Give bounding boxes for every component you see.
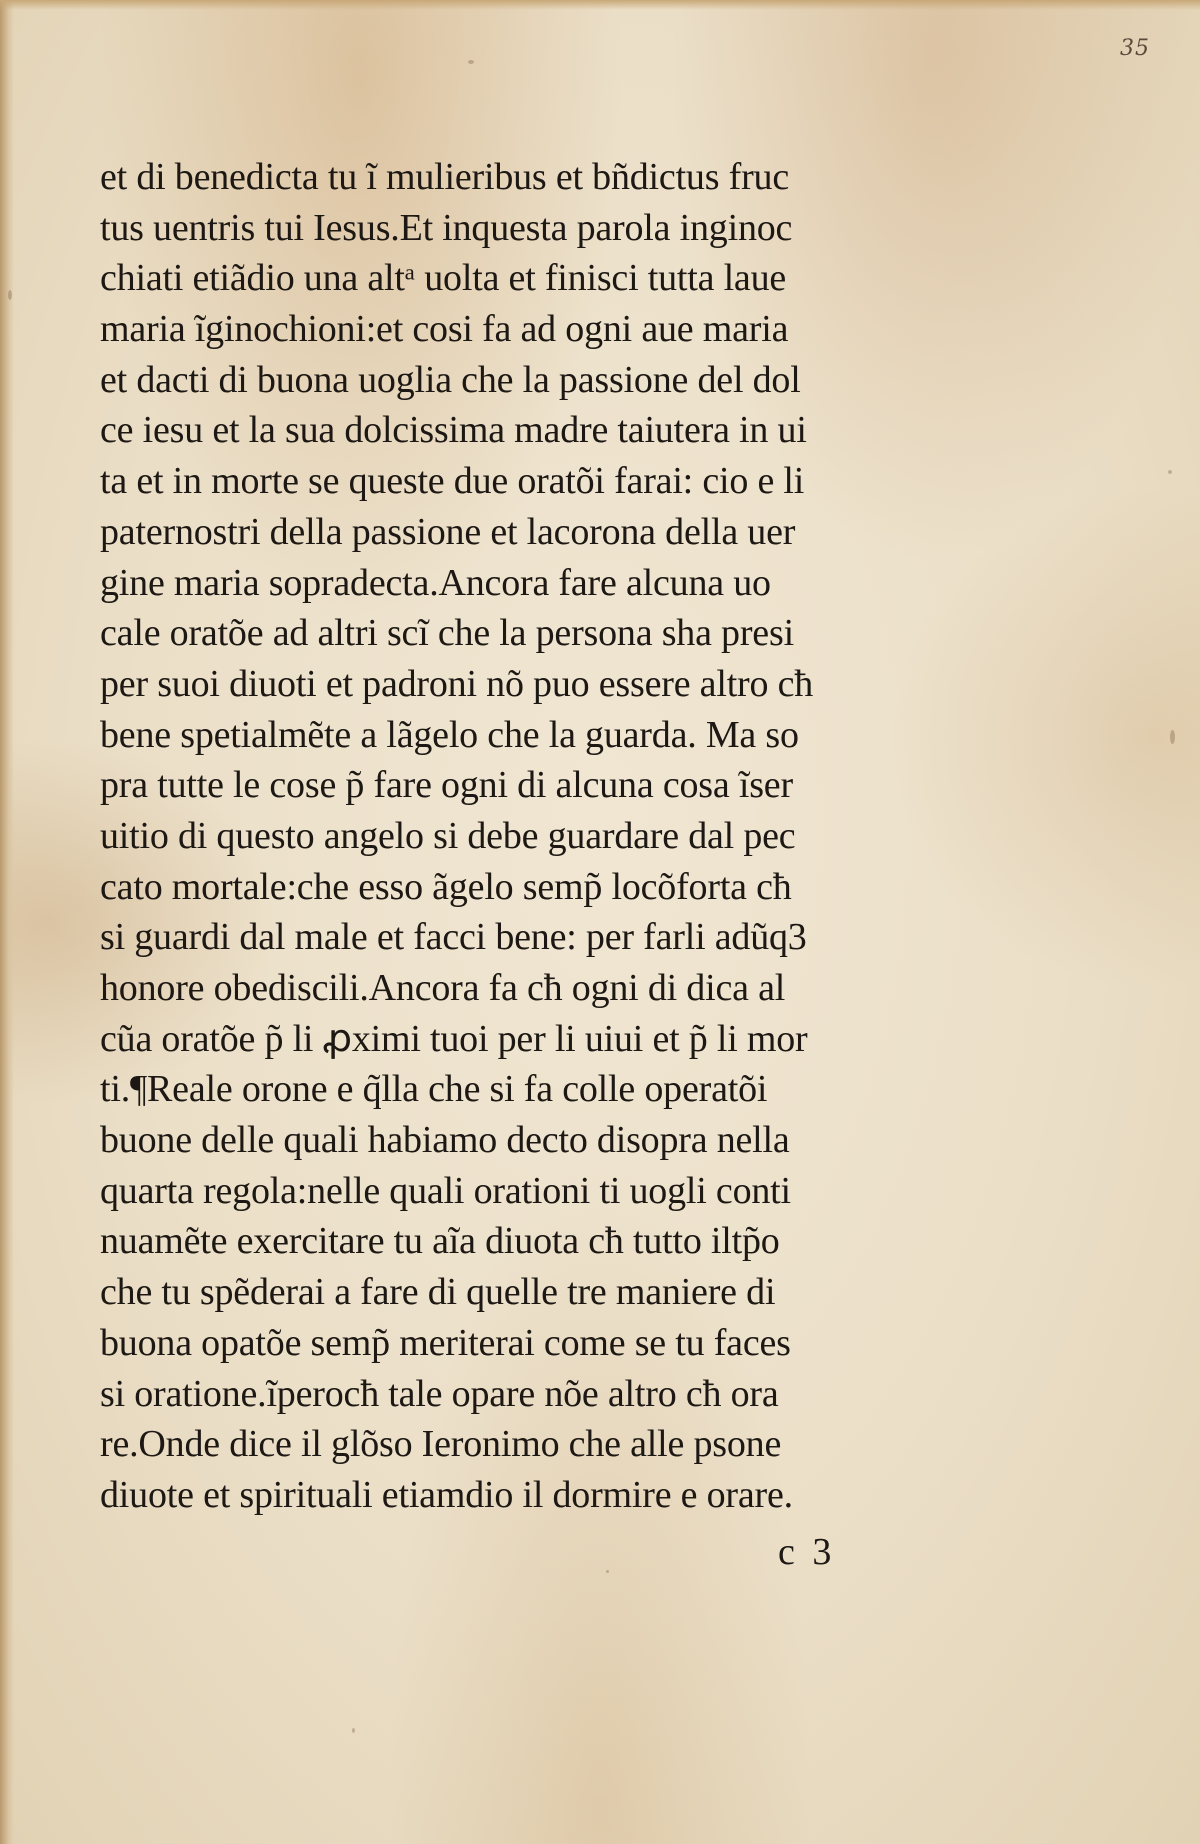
paper-speck [1168, 470, 1172, 474]
text-line: cale oratõe ad altri scĩ che la persona sha presi [100, 612, 794, 655]
paper-speck [1170, 730, 1175, 744]
text-line: diuote et spirituali etiamdio il dormire e orare. [100, 1473, 793, 1516]
text-line: paternostri della passione et lacorona della uer [100, 510, 796, 553]
text-line: gine maria sopradecta.Ancora fare alcuna uo [100, 561, 771, 604]
text-line: che tu spẽderai a fare di quelle tre maniere di [100, 1271, 776, 1314]
paper-speck [468, 60, 474, 64]
text-block [100, 152, 920, 1521]
text-line: uitio di questo angelo si debe guardare dal pec [100, 814, 796, 857]
text-line: re.Onde dice il glõso Ieronimo che alle psone [100, 1423, 782, 1466]
text-line: buone delle quali habiamo decto disopra nella [100, 1119, 790, 1162]
text-line: bene spetialmẽte a lãgelo che la guarda. Ma so [100, 713, 799, 756]
text-line: pra tutte le cose p̃ fare ogni di alcuna cosa ĩser [100, 764, 793, 807]
text-line: ce iesu et la sua dolcissima madre taiutera in ui [100, 409, 807, 452]
text-line: cũa oratõe p̃ li ꝓximi tuoi per li uiui et p̃ li mor [100, 1017, 808, 1060]
text-line: maria ĩginochioni:et cosi fa ad ogni aue maria [100, 308, 789, 351]
text-line: per suoi diuoti et padroni nõ puo essere altro cħ [100, 662, 814, 705]
folio-number: 35 [1120, 36, 1150, 61]
text-line: buona opatõe semp̃ meriterai come se tu faces [100, 1321, 791, 1364]
text-line: quarta regola:nelle quali orationi ti uogli conti [100, 1169, 791, 1212]
paper-speck [8, 290, 12, 300]
text-line: tus uentris tui Iesus.Et inquesta parola inginoc [100, 206, 793, 249]
text-line: ti.¶Reale orone e q̃lla che si fa colle operatõi [100, 1068, 768, 1111]
text-line: si oratione.ĩperocħ tale opare nõe altro cħ ora [100, 1372, 779, 1415]
text-line: et di benedicta tu ĩ mulieribus et bñdictus fruc [100, 156, 789, 198]
text-line: si guardi dal male et facci bene: per farli adũq3 [100, 916, 807, 959]
signature-mark: c 3 [778, 1531, 836, 1573]
page-top-edge [0, 0, 1200, 10]
text-line: et dacti di buona uoglia che la passione del dol [100, 358, 801, 401]
paper-speck [352, 1728, 355, 1733]
paper-speck [606, 1570, 609, 1573]
text-line: cato mortale:che esso ãgelo semp̃ locõforta cħ [100, 865, 792, 908]
text-line: chiati etiãdio una altᵃ uolta et finisci tutta laue [100, 257, 787, 300]
text-line: nuamẽte exercitare tu aĩa diuota cħ tutto iltp̃o [100, 1220, 780, 1263]
page-left-edge [0, 0, 14, 1844]
text-line: ta et in morte se queste due oratõi farai: cio e li [100, 460, 805, 503]
text-line: honore obediscili.Ancora fa cħ ogni di dica al [100, 967, 786, 1009]
